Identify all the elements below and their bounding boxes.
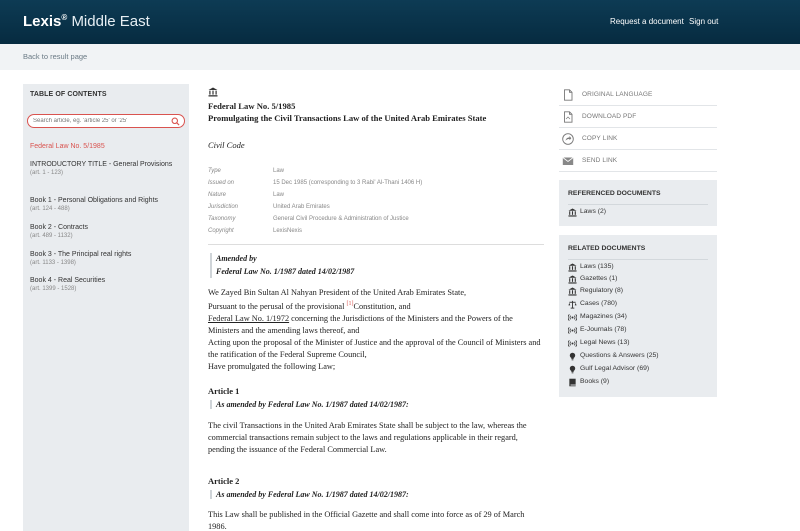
sub-bar [0, 44, 800, 70]
preamble-text: Constitution, and [353, 301, 411, 311]
document-subtitle: Civil Code [208, 140, 245, 150]
toc-item-book-1[interactable] [30, 196, 185, 213]
share-icon [562, 133, 574, 145]
toc-item-book-4[interactable] [30, 276, 185, 293]
toc-title: TABLE OF CONTENTS [30, 91, 107, 98]
meta-value: 15 Dec 1985 (corresponding to 3 Rabi' Al-Thani 1406 H) [273, 180, 423, 186]
logo-brand: Lexis [23, 13, 62, 30]
bank-icon [568, 275, 577, 284]
bulb-icon [568, 365, 577, 374]
preamble-text: concerning the Jurisdictions of the Ministers and the Powers of the Ministers and the amending laws thereof, and [208, 314, 513, 335]
preamble-line: Have promulgated the following Law; [208, 362, 336, 371]
sign-out-link[interactable]: Sign out [689, 17, 719, 26]
preamble-line: Acting upon the proposal of the Minister of Justice and the approval of the Council of Ministers and the ratification of the Federal Supreme Council, [208, 338, 541, 359]
toc-item-label: Book 4 - Real Securities [30, 277, 106, 284]
toc-item-introductory[interactable] [30, 160, 185, 177]
related-label: E-Journals (78) [580, 326, 627, 333]
logo-registered-mark: ® [61, 13, 68, 22]
meta-value: Law [273, 192, 285, 198]
panel-title: RELATED DOCUMENTS [568, 245, 646, 252]
meta-key: Copyright [208, 228, 234, 234]
article-1-heading: Article 1 [208, 386, 240, 396]
amended-by-note [210, 253, 354, 278]
toc-item-label: INTRODUCTORY TITLE - General Provisions [30, 161, 173, 168]
footnote-link[interactable]: [1] [346, 301, 354, 307]
related-label: Legal News (13) [580, 339, 630, 346]
related-label: Books (9) [580, 378, 610, 385]
download-pdf-action[interactable] [559, 106, 717, 128]
broadcast-icon [568, 313, 577, 322]
meta-row [208, 192, 544, 202]
search-icon[interactable] [171, 117, 180, 126]
broadcast-icon [568, 339, 577, 348]
meta-key: Jurisdiction [208, 204, 239, 210]
preamble-line: We Zayed Bin Sultan Al Nahyan President of the United Arab Emirates State, [208, 288, 467, 297]
original-language-action[interactable] [559, 84, 717, 106]
send-link-action[interactable] [559, 150, 717, 172]
preamble-text: Pursuant to the perusal of the provisional [208, 301, 347, 311]
toc-item-range: (art. 489 - 1132) [30, 233, 73, 239]
logo-region: Middle East [71, 13, 150, 30]
related-label: Cases (780) [580, 300, 618, 307]
action-label: ORIGINAL LANGUAGE [582, 91, 653, 98]
toc-item-book-2[interactable] [30, 223, 185, 240]
bulb-icon [568, 352, 577, 361]
toc-item-range: (art. 1133 - 1398) [30, 260, 76, 266]
bank-icon [568, 263, 577, 272]
bank-icon [208, 87, 218, 97]
document-title [208, 101, 544, 124]
toc-item-range: (art. 1399 - 1528) [30, 286, 77, 292]
document-icon [562, 89, 574, 101]
panel-divider [568, 259, 708, 260]
related-label: Gazettes (1) [580, 275, 618, 282]
envelope-icon [562, 155, 574, 167]
meta-row [208, 204, 544, 214]
related-label: Gulf Legal Advisor (69) [580, 365, 650, 372]
toc-item-label: Book 3 - The Principal real rights [30, 251, 132, 258]
meta-value: Law [273, 168, 285, 174]
bank-icon [568, 287, 577, 296]
document-title-line: Promulgating the Civil Transactions Law of the United Arab Emirates State [208, 112, 487, 123]
request-document-link[interactable]: Request a document [610, 17, 684, 26]
toc-item-federal-law[interactable] [30, 142, 185, 151]
toc-item-label: Book 1 - Personal Obligations and Rights [30, 197, 159, 204]
panel-title: REFERENCED DOCUMENTS [568, 190, 661, 197]
meta-value: LexisNexis [273, 228, 303, 234]
related-label: Regulatory (8) [580, 287, 624, 294]
article-1-text: The civil Transactions in the United Arab Emirates State shall be subject to the law, whereas the commercial transactions remain subject to the laws and regulations applicable in their regard, pending the issuance of the Federal Commercial Law. [208, 421, 527, 454]
meta-value: General Civil Procedure & Administration of Justice [273, 216, 409, 222]
article-2-heading: Article 2 [208, 476, 240, 486]
panel-divider [568, 204, 708, 205]
toc-item-range: (art. 1 - 123) [30, 170, 64, 176]
meta-row [208, 168, 544, 178]
meta-value: United Arab Emirates [273, 204, 330, 210]
toc-search-box[interactable] [27, 114, 185, 128]
lexis-logo[interactable] [23, 13, 150, 30]
toc-item-label: Book 2 - Contracts [30, 224, 88, 231]
amended-law: Federal Law No. 1/1987 dated 14/02/1987 [216, 266, 355, 276]
amended-label: Amended by [216, 254, 257, 263]
pdf-icon [562, 111, 574, 123]
preamble-line [208, 299, 544, 313]
book-icon [568, 378, 577, 387]
meta-row [208, 216, 544, 226]
related-label: Laws (2) [580, 208, 607, 215]
document-title-line: Federal Law No. 5/1985 [208, 101, 296, 111]
related-documents-panel [559, 235, 717, 397]
divider [208, 244, 544, 245]
action-label: DOWNLOAD PDF [582, 113, 637, 120]
action-label: SEND LINK [582, 157, 618, 164]
copy-link-action[interactable] [559, 128, 717, 150]
related-label: Magazines (34) [580, 313, 627, 320]
broadcast-icon [568, 326, 577, 335]
meta-key: Taxonomy [208, 216, 236, 222]
bank-icon [568, 208, 577, 217]
toc-search-input[interactable] [33, 116, 168, 126]
action-label: COPY LINK [582, 135, 618, 142]
toc-item-range: (art. 124 - 488) [30, 206, 70, 212]
federal-law-link[interactable]: Federal Law No. 1/1972 [208, 314, 290, 323]
back-to-results-link[interactable]: Back to result page [23, 52, 88, 61]
article-2-amend-note: As amended by Federal Law No. 1/1987 dated 14/02/1987: [210, 490, 409, 499]
meta-row [208, 228, 544, 238]
article-2-text: This Law shall be published in the Official Gazette and shall come into force as of 29 of March 1986. [208, 510, 525, 531]
toc-item-book-3[interactable] [30, 250, 185, 267]
table-of-contents [23, 84, 189, 531]
meta-row [208, 180, 544, 190]
meta-key: Type [208, 168, 221, 174]
related-label: Questions & Answers (25) [580, 352, 659, 359]
article-1-amend-note: As amended by Federal Law No. 1/1987 dated 14/02/1987: [210, 400, 409, 409]
toc-item-label: Federal Law No. 5/1985 [30, 143, 105, 150]
meta-key: Nature [208, 192, 227, 198]
preamble-line [208, 313, 544, 337]
referenced-documents-panel [559, 180, 717, 226]
scales-icon [568, 300, 577, 309]
meta-key: Issued on [208, 180, 235, 186]
related-label: Laws (135) [580, 263, 614, 270]
